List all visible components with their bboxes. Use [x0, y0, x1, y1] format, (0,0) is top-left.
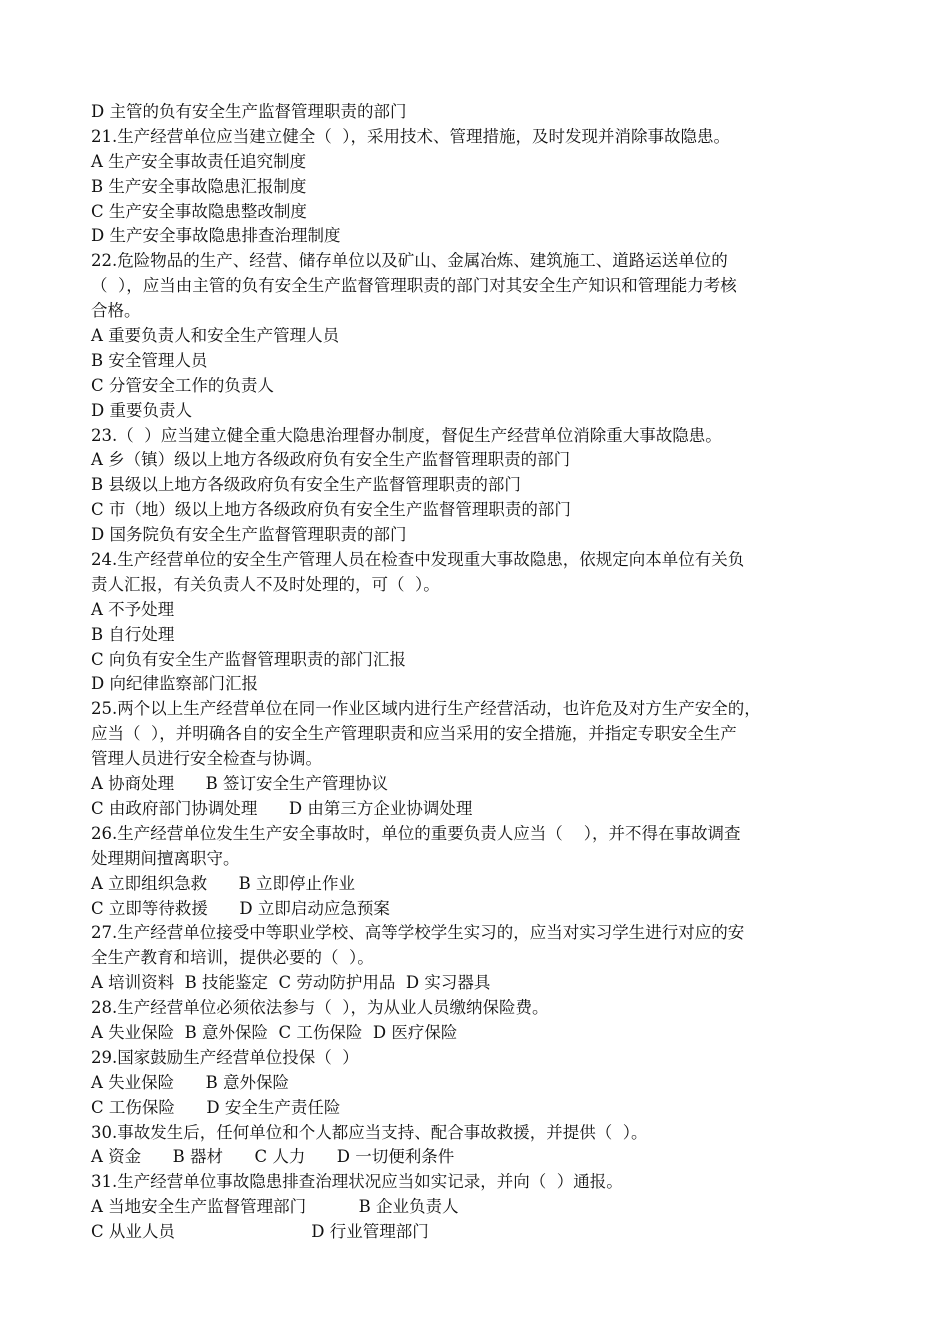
question-22: 22.危险物品的生产、经营、储存单位以及矿山、金属冶炼、建筑施工、道路运送单位的: [91, 251, 728, 271]
question-27-cont: 全生产教育和培训，提供必要的（ ）。: [91, 948, 374, 968]
option-d: D 国务院负有安全生产监督管理职责的部门: [91, 525, 407, 545]
option-c: C 生产安全事故隐患整改制度: [91, 201, 307, 221]
options-ab: A 协商处理 B 签订安全生产管理协议: [91, 774, 388, 794]
option-c: C 市（地）级以上地方各级政府负有安全生产监督管理职责的部门: [91, 500, 571, 520]
question-31: 31.生产经营单位事故隐患排查治理状况应当如实记录，并向（ ）通报。: [91, 1172, 623, 1192]
question-24-cont: 责人汇报，有关负责人不及时处理的，可（ ）。: [91, 574, 440, 594]
options-abcd: A 失业保险 B 意外保险 C 工伤保险 D 医疗保险: [91, 1022, 458, 1042]
question-25: 25.两个以上生产经营单位在同一作业区域内进行生产经营活动，也许危及对方生产安全的，: [91, 699, 761, 719]
option-b: B 自行处理: [91, 624, 175, 644]
option-c: C 向负有安全生产监督管理职责的部门汇报: [91, 649, 406, 669]
question-26-cont: 处理期间擅离职守。: [91, 848, 240, 868]
question-26: 26.生产经营单位发生生产安全事故时，单位的重要负责人应当（ ），并不得在事故调查: [91, 823, 741, 843]
options-ab: A 失业保险 B 意外保险: [91, 1072, 289, 1092]
options-cd: C 由政府部门协调处理 D 由第三方企业协调处理: [91, 798, 473, 818]
option-c: C 分管安全工作的负责人: [91, 375, 274, 395]
option-a: A 重要负责人和安全生产管理人员: [91, 326, 340, 346]
option-b: B 县级以上地方各级政府负有安全生产监督管理职责的部门: [91, 475, 521, 495]
question-24: 24.生产经营单位的安全生产管理人员在检查中发现重大事故隐患，依规定向本单位有关负: [91, 550, 745, 570]
options-cd: C 立即等待救援 D 立即启动应急预案: [91, 898, 390, 918]
option-a: A 不予处理: [91, 599, 175, 619]
question-25-cont: 应当（ ），并明确各自的安全生产管理职责和应当采用的安全措施，并指定专职安全生产: [91, 724, 737, 744]
text-line: D 主管的负有安全生产监督管理职责的部门: [91, 102, 407, 121]
option-b: B 安全管理人员: [91, 350, 208, 370]
option-a: A 生产安全事故责任追究制度: [91, 151, 307, 171]
options-ab: A 当地安全生产监督管理部门 B 企业负责人: [91, 1197, 459, 1217]
question-25-cont: 管理人员进行安全检查与协调。: [91, 749, 322, 769]
question-28: 28.生产经营单位必须依法参与（ ），为从业人员缴纳保险费。: [91, 998, 549, 1018]
options-cd: C 工伤保险 D 安全生产责任险: [91, 1097, 341, 1117]
question-22-cont: 合格。: [91, 301, 141, 321]
question-29: 29.国家鼓励生产经营单位投保（ ）: [91, 1047, 359, 1067]
option-d: D 向纪律监察部门汇报: [91, 674, 258, 694]
question-27: 27.生产经营单位接受中等职业学校、高等学校学生实习的，应当对实习学生进行对应的安: [91, 923, 745, 943]
options-ab: A 立即组织急救 B 立即停止作业: [91, 873, 355, 893]
document-body: [91, 100, 871, 1245]
options-cd: C 从业人员 D 行业管理部门: [91, 1222, 429, 1242]
question-23: 23.（ ）应当建立健全重大隐患治理督办制度，督促生产经营单位消除重大事故隐患。: [91, 425, 722, 445]
question-22-cont: （ ），应当由主管的负有安全生产监督管理职责的部门对其安全生产知识和管理能力考核: [91, 276, 737, 296]
question-21: 21.生产经营单位应当建立健全（ ），采用技术、管理措施，及时发现并消除事故隐患。: [91, 126, 730, 146]
question-30: 30.事故发生后，任何单位和个人都应当支持、配合事故救援，并提供（ ）。: [91, 1122, 648, 1142]
option-d: D 重要负责人: [91, 400, 192, 420]
option-a: A 乡（镇）级以上地方各级政府负有安全生产监督管理职责的部门: [91, 450, 571, 470]
options-abcd: A 资金 B 器材 C 人力 D 一切便利条件: [91, 1147, 455, 1167]
options-abcd: A 培训资料 B 技能鉴定 C 劳动防护用品 D 实习器具: [91, 973, 491, 993]
option-b: B 生产安全事故隐患汇报制度: [91, 176, 307, 196]
option-d: D 生产安全事故隐患排查治理制度: [91, 226, 341, 246]
